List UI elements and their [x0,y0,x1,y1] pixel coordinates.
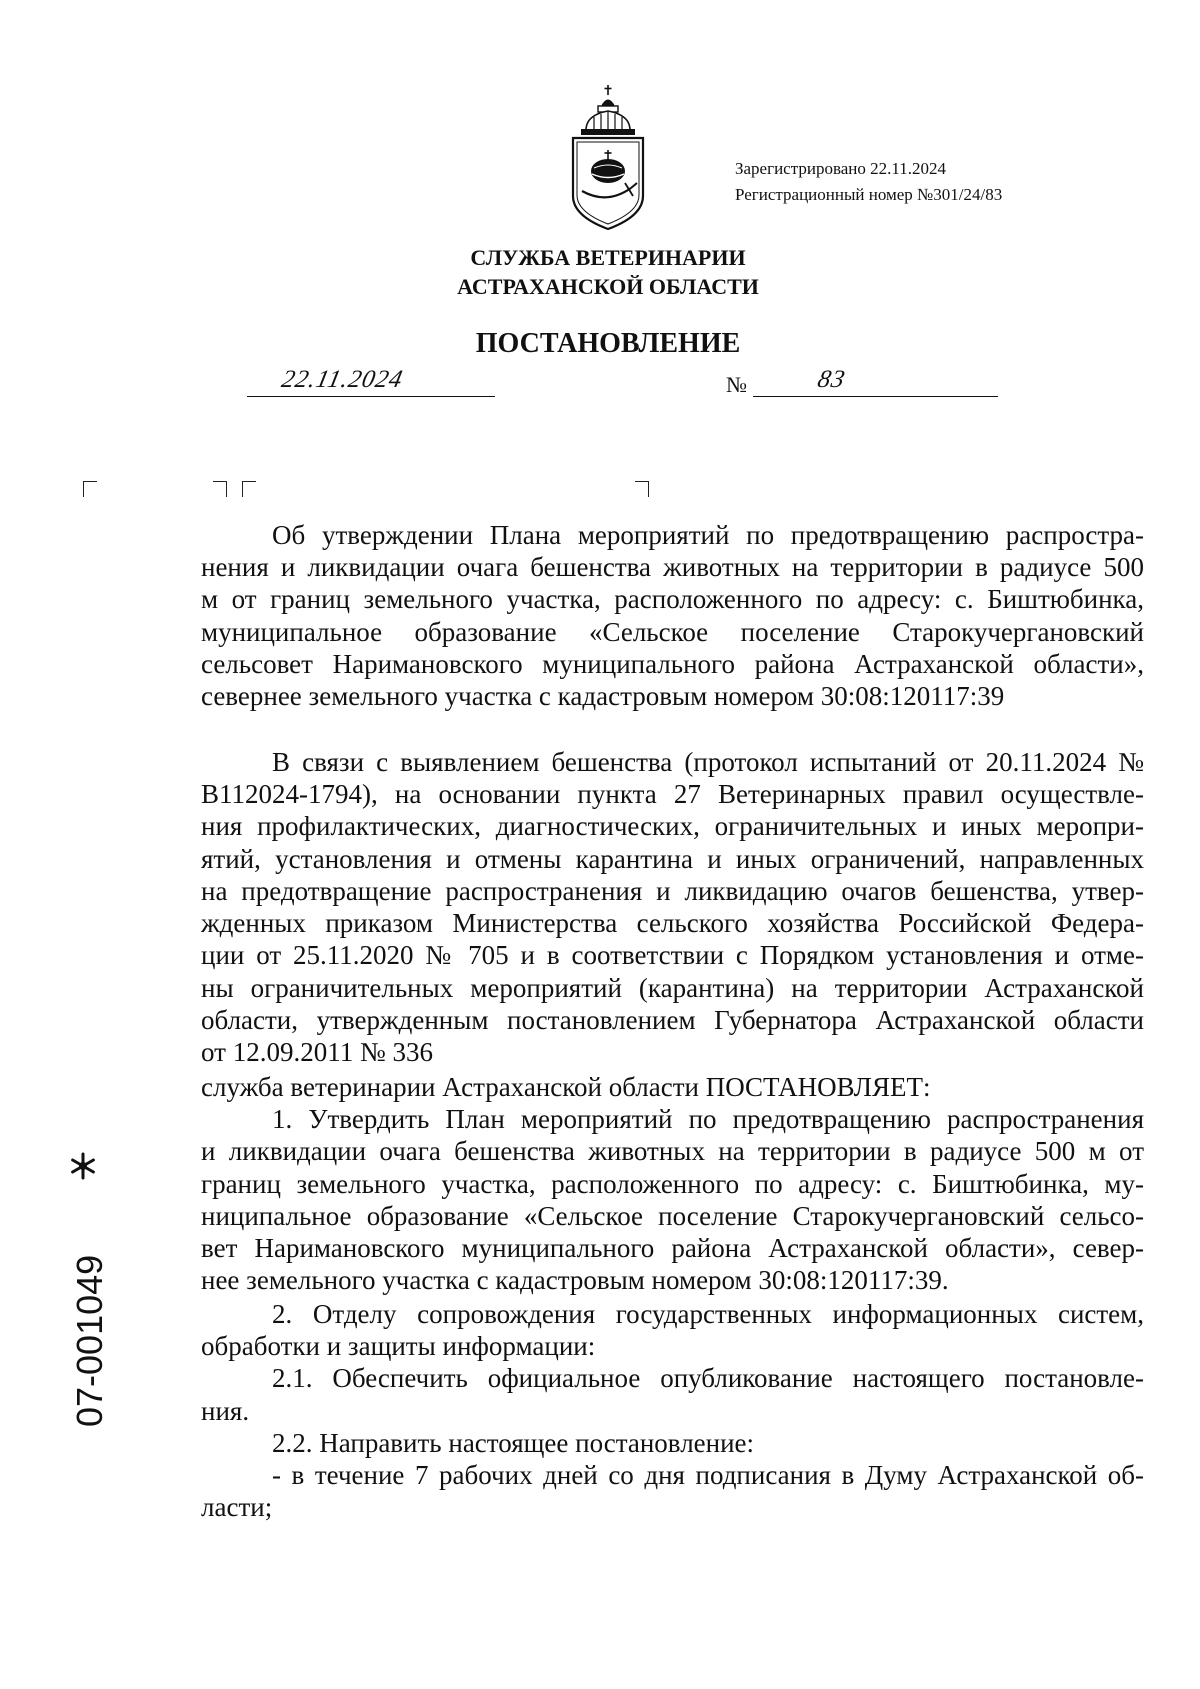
item-1-line: 1. Утвердить План мероприятий по предотвращению распространения [272,1104,1144,1134]
date-underline [247,396,495,397]
resolution-heading: служба ветеринарии Астраханской области ПОСТАНОВЛЯЕТ: [201,1072,931,1102]
item-1-line: ниципальное образование «Сельское поселение Старокучергановский сельсо- [201,1201,1144,1231]
document-type-title: ПОСТАНОВЛЕНИЕ [475,328,741,359]
corner-bracket-icon [635,481,649,497]
item-2-1-line: 2.1. Обеспечить официальное опубликование настоящего постановле- [272,1363,1144,1393]
item-2-line: 2. Отделу сопровождения государственных информационных систем, [272,1299,1144,1329]
body-line: В связи с выявлением бешенства (протокол испытаний от 20.11.2024 № [272,747,1144,777]
item-1-line: нее земельного участка с кадастровым номером 30:08:120117:39. [201,1265,949,1295]
registration-date: Зарегистрировано 22.11.2024 [735,159,947,178]
coat-of-arms-icon [567,84,649,231]
title-line: м от границ земельного участка, расположенного по адресу: с. Биштюбинка, [201,584,1144,614]
body-line: ния профилактических, диагностических, ограничительных и иных меропри- [201,811,1144,841]
handwritten-number: 83 [815,366,848,393]
item-2-line: обработки и защиты информации: [201,1331,596,1361]
number-underline [753,396,998,397]
corner-bracket-icon [83,481,97,497]
registry-stamp-code: 07-001049 [69,1254,110,1428]
item-2-1-line: ния. [201,1396,250,1426]
item-2-2-line: 2.2. Направить настоящее постановление: [272,1428,755,1458]
body-line: ции от 25.11.2020 № 705 и в соответствии с Порядком установления и отме- [201,940,1144,970]
corner-bracket-icon [242,481,256,497]
handwritten-date: 22.11.2024 [279,366,406,393]
asterisk-mark-icon [67,1150,99,1182]
title-line: сельсовет Наримановского муниципального района Астраханской области», [201,649,1144,679]
body-line: В112024-1794), на основании пункта 27 Ветеринарных правил осуществле- [201,779,1144,809]
org-name-line1: СЛУЖБА ВЕТЕРИНАРИИ [470,245,746,270]
corner-bracket-icon [213,481,227,497]
number-sign: № [726,372,747,397]
item-1-line: границ земельного участка, расположенного по адресу: с. Биштюбинка, му- [201,1169,1144,1199]
body-line: ны ограничительных мероприятий (карантина) на территории Астраханской [201,973,1144,1003]
body-line: на предотвращение распространения и ликвидацию очагов бешенства, утвер- [201,876,1144,906]
item-1-line: вет Наримановского муниципального района Астраханской области», север- [201,1233,1144,1263]
title-line: Об утверждении Плана мероприятий по предотвращению распростра- [272,520,1144,550]
item-1-line: и ликвидации очага бешенства животных на территории в радиусе 500 м от [201,1136,1144,1166]
body-line: от 12.09.2011 № 336 [201,1037,433,1067]
org-name-line2: АСТРАХАНСКОЙ ОБЛАСТИ [457,274,759,299]
title-line: муниципальное образование «Сельское поселение Старокучергановский [201,617,1144,647]
body-line: ятий, установления и отмены карантина и иных ограничений, направленных [201,844,1144,874]
item-2-2-bullet-line: ласти; [201,1492,273,1522]
body-line: области, утвержденным постановлением Губернатора Астраханской области [201,1005,1144,1035]
title-line: севернее земельного участка с кадастровым номером 30:08:120117:39 [201,681,1005,711]
title-line: нения и ликвидации очага бешенства животных на территории в радиусе 500 [201,552,1144,582]
registration-number: Регистрационный номер №301/24/83 [735,185,1003,204]
item-2-2-bullet-line: - в течение 7 рабочих дней со дня подписания в Думу Астраханской об- [272,1460,1144,1490]
body-line: жденных приказом Министерства сельского хозяйства Российской Федера- [201,908,1144,938]
